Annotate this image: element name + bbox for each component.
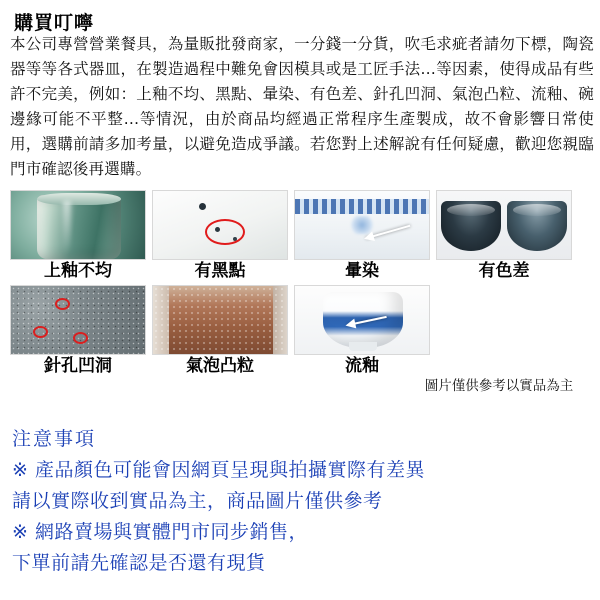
- photo-smudge: [294, 190, 430, 260]
- caption-running-glaze: 流釉: [345, 356, 379, 376]
- photo-uneven-glaze: [10, 190, 146, 260]
- photo-color-difference: [436, 190, 572, 260]
- caption-pinholes: 針孔凹洞: [44, 356, 112, 376]
- photo-cell-color-difference: [436, 190, 572, 281]
- photo-cell-black-spots: [152, 190, 288, 281]
- photo-cell-running-glaze: [294, 285, 430, 376]
- red-circle-annotation-icon: [33, 326, 48, 338]
- caption-uneven-glaze: 上釉不均: [44, 261, 112, 281]
- notice-line-4: 下單前請先確認是否還有現貨: [12, 552, 266, 574]
- photo-running-glaze: [294, 285, 430, 355]
- caption-black-spots: 有黑點: [194, 261, 246, 281]
- notice-line-2: 請以實際收到實品為主，商品圖片僅供參考: [12, 490, 383, 512]
- image-disclaimer: 圖片僅供參考以實品為主: [424, 378, 574, 394]
- photo-cell-pinholes: [10, 285, 146, 376]
- photo-cell-uneven-glaze: [10, 190, 146, 281]
- notice-section: [12, 424, 588, 579]
- photo-cell-bubbles: [152, 285, 288, 376]
- intro-text: 本公司專營營業餐具，為量販批發商家，一分錢一分貨，吹毛求疵者請勿下標，陶瓷器等等各式器皿，在製造過程中難免會因模具或是工匠手法…等因素，使得成品有些許不完美，例如：上釉不均、黑點、暈染、有色差、針孔凹洞、氣泡凸粒、流釉、碗邊緣可能不平整…等情況，由於商品均經過正常程序生產製成，故不會影響日常使用，選購前請多加考量，以避免造成爭議。若您對上述解說有任何疑慮，歡迎您親臨門市確認後再選購。: [10, 35, 594, 178]
- red-circle-annotation-icon: [205, 219, 245, 245]
- photo-row-1: [10, 190, 590, 281]
- caption-color-difference: 有色差: [478, 261, 530, 281]
- red-circle-annotation-icon: [55, 298, 70, 310]
- photo-pinholes: [10, 285, 146, 355]
- caption-bubbles: 氣泡凸粒: [186, 356, 254, 376]
- page-title: 購買叮嚀: [14, 12, 95, 34]
- notice-line-1: ※ 產品顏色可能會因網頁呈現與拍攝實際有差異: [12, 459, 425, 481]
- defect-photo-grid: [10, 190, 590, 376]
- notice-heading: 注意事項: [12, 428, 97, 450]
- photo-bubbles: [152, 285, 288, 355]
- caption-smudge: 暈染: [345, 261, 379, 281]
- photo-row-2: [10, 285, 590, 376]
- red-circle-annotation-icon: [73, 332, 88, 344]
- photo-black-spots: [152, 190, 288, 260]
- notice-line-3: ※ 網路賣場與實體門市同步銷售，: [12, 521, 308, 543]
- intro-paragraph: [10, 32, 594, 182]
- photo-cell-smudge: [294, 190, 430, 281]
